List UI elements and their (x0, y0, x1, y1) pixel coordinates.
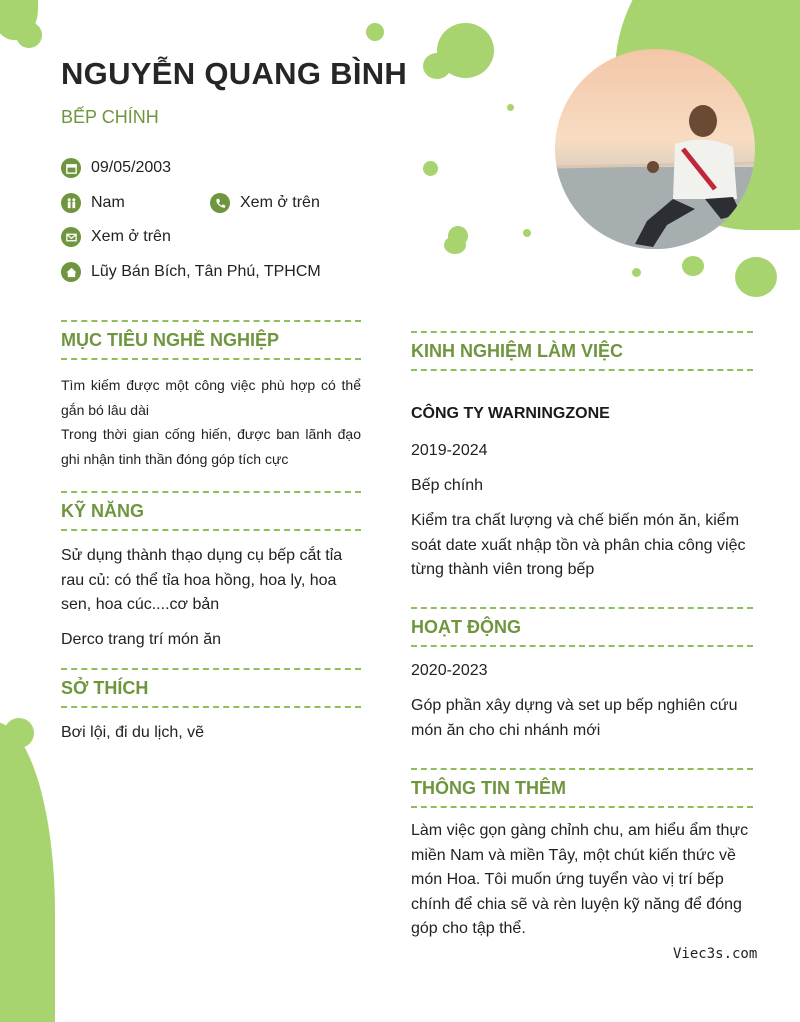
birthday-value: 09/05/2003 (91, 159, 172, 176)
section-hobbies-heading: SỞ THÍCH (61, 668, 361, 708)
phone-value[interactable]: Xem ở trên (240, 194, 320, 211)
profile-photo (555, 49, 755, 249)
contact-gender (61, 193, 125, 213)
decor-dot (444, 236, 466, 254)
experience-description: Kiểm tra chất lượng và chế biến món ăn, kiểm soát date xuất nhập tồn và phân chia công việc từng thành viên trong bếp (411, 512, 746, 578)
decor-blob-bottom-left-small (4, 718, 34, 748)
decor-dot (682, 256, 704, 276)
section-skills-heading: KỸ NĂNG (61, 491, 361, 531)
section-objective-heading: MỤC TIÊU NGHỀ NGHIỆP (61, 320, 361, 360)
address-value: Lũy Bán Bích, Tân Phú, TPHCM (91, 263, 321, 280)
contact-birthday (61, 158, 171, 178)
contact-phone (210, 193, 320, 213)
decor-dot (423, 161, 438, 176)
section-extra-heading: THÔNG TIN THÊM (411, 768, 753, 808)
contact-address (61, 262, 321, 282)
contact-email (61, 227, 171, 247)
decor-blob-bottom-left (0, 722, 55, 1022)
decor-blob (735, 257, 777, 297)
email-value[interactable]: Xem ở trên (91, 228, 171, 245)
email-icon (61, 227, 81, 247)
experience-position: Bếp chính (411, 477, 484, 494)
experience-period: 2019-2024 (411, 442, 488, 459)
extra-text: Làm việc gọn gàng chỉnh chu, am hiểu ẩm thực miền Nam và miền Tây, một chút kiến thức về món Hoa. Tôi muốn ứng tuyển vào vị trí bếp chính để chia sẽ và rèn luyện kỹ năng để đóng góp cho tập thể. (411, 822, 749, 937)
objective-line: Trong thời gian cống hiến, được ban lãnh đạo ghi nhận tinh thần đóng góp tích cực (61, 426, 361, 467)
skill-item: Sử dụng thành thạo dụng cụ bếp cắt tỉa rau củ: có thể tỉa hoa hồng, hoa ly, hoa sen, hoa cúc....cơ bản (61, 547, 343, 613)
section-activities-heading: HOẠT ĐỘNG (411, 607, 753, 647)
section-experience-heading: KINH NGHIỆM LÀM VIỆC (411, 331, 753, 371)
home-icon (61, 262, 81, 282)
decor-blob-top-left-small (16, 22, 42, 48)
footer-brand[interactable]: Viec3s.com (673, 946, 758, 962)
decor-dot (366, 23, 384, 41)
activities-period: 2020-2023 (411, 662, 488, 679)
gender-icon (61, 193, 81, 213)
gender-value: Nam (91, 194, 125, 211)
phone-icon (210, 193, 230, 213)
decor-dot (523, 229, 531, 237)
candidate-name: NGUYỄN QUANG BÌNH (61, 56, 408, 91)
objective-line: Tìm kiếm được một công việc phù hợp có thể gắn bó lâu dài (61, 377, 361, 418)
hobbies-text: Bơi lội, đi du lịch, vẽ (61, 724, 204, 741)
activities-description: Góp phần xây dựng và set up bếp nghiên cứu món ăn cho chi nhánh mới (411, 697, 738, 739)
job-title: BẾP CHÍNH (61, 107, 159, 127)
skill-item: Derco trang trí món ăn (61, 631, 222, 648)
calendar-icon (61, 158, 81, 178)
decor-dot (632, 268, 641, 277)
decor-dot (507, 104, 514, 111)
experience-company: CÔNG TY WARNINGZONE (411, 405, 610, 422)
decor-blob (423, 53, 451, 79)
